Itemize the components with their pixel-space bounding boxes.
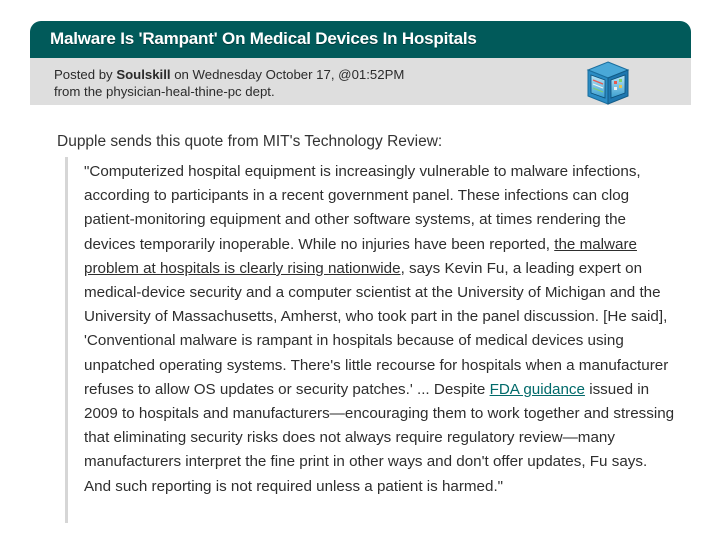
dept-line: from the physician-heal-thine-pc dept. — [54, 84, 275, 99]
story-title[interactable]: Malware Is 'Rampant' On Medical Devices In Hospitals — [50, 29, 477, 48]
post-date: on Wednesday October 17, @01:52PM — [170, 67, 405, 82]
author-link[interactable]: Soulskill — [116, 67, 171, 82]
story-header — [30, 21, 691, 58]
story-intro: Dupple sends this quote from MIT's Technology Review: — [57, 133, 443, 150]
technology-topic-icon[interactable] — [584, 60, 632, 108]
posted-by-label: Posted by — [54, 67, 117, 82]
story-quote — [65, 157, 677, 523]
quote-link-fda-guidance[interactable]: FDA guidance — [489, 380, 585, 398]
quote-text-3: issued in 2009 to hospitals and manufacturers—encouraging them to work together and stressing that eliminating security risks does not always require regulatory review—many manufacturers interpret the fine print in other ways and don't offer updates, Fu says. And such reporting is not required unless a patient is harmed." — [84, 380, 675, 495]
quote-text-1: "Computerized hospital equipment is increasingly vulnerable to malware infections, according to participants in a recent government panel. These infections can clog patient-monitoring equipment and other software systems, at times rendering the devices temporarily inoperable. While no injuries have been reported, — [84, 163, 641, 253]
quote-text-2: , says Kevin Fu, a leading expert on medical-device security and a computer scientist at the University of Michigan and the University of Massachusetts, Amherst, who took part in the panel discussion. [He said], 'Conventional malware is rampant in hospitals because of medical devices using unpatched operating systems. There's little recourse for hospitals when a manufacturer refuses to allow OS updates or security patches.' ... Despite — [84, 259, 669, 398]
quote-link-malware-problem[interactable]: the malware problem at hospitals is clearly rising nationwide — [84, 235, 637, 277]
